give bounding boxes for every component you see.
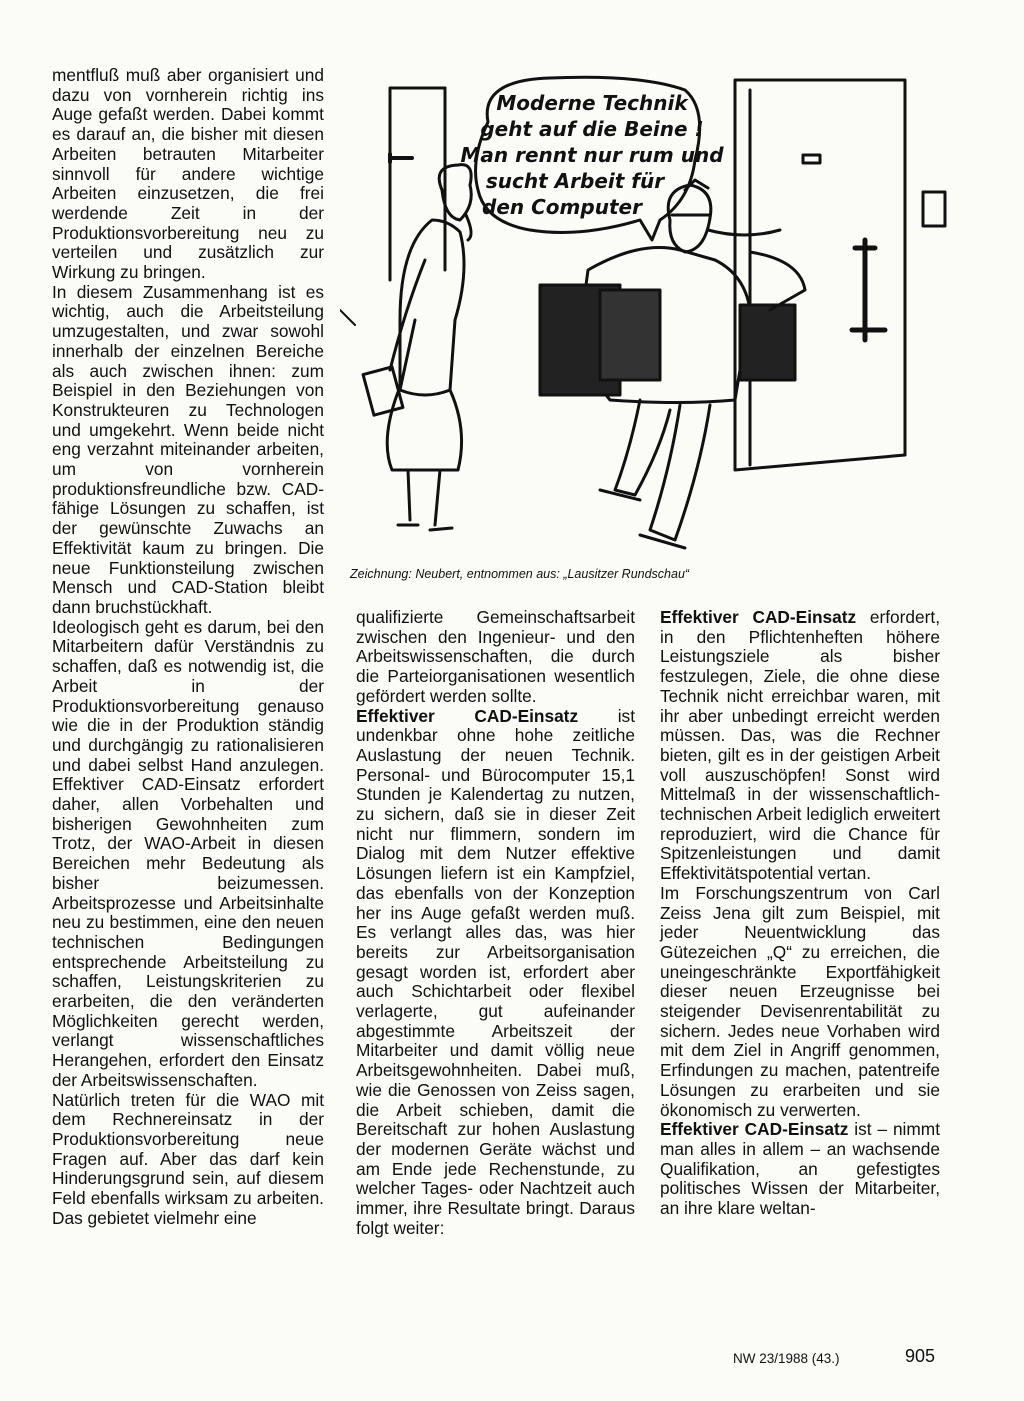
right-door-sign	[803, 155, 820, 163]
speech-line: Man rennt nur rum und	[460, 143, 724, 167]
paragraph: Ideologisch geht es darum, bei den Mitarbeitern dafür Verständnis zu schaffen, daß es notwendig ist, die Arbeit in der Produktionsvorbereitung genauso wie die in der Produktion ständig und durchgängig zu rationalisieren und dabei selbst Hand anzulegen. Effektiver CAD-Einsatz erfordert daher, allen Vorbehalten und bisherigen Gewohnheiten zum Trotz, der WAO-Arbeit in diesen Bereichen mehr Bedeutung als bisher beizumessen. Arbeitsprozesse und Arbeitsinhalte neu zu bestimmen, eine den neuen technischen Bedingungen entsprechende Arbeitsteilung zu schaffen, Leistungskriterien zu erarbeiten, die den veränderten Möglichkeiten gerecht werden, verlangt wissenschaftliches Herangehen, erfordert den Einsatz der Arbeitswissenschaften.	[52, 616, 324, 1090]
paragraph	[356, 707, 635, 1239]
paragraph: Im Forschungszentrum von Carl Zeiss Jena gilt zum Beispiel, mit jeder Neuentwicklung das Gütezeichen „Q“ zu erreichen, die uneingeschränkte Exportfähigkeit dieser neuen Erzeugnisse bei steigender Devisenrentabilität zu sichern. Jedes neue Vorhaben wird mit dem Ziel in Angriff genommen, Erfindungen zu machen, patentreife Lösungen zu erarbeiten und sie ökonomisch zu verwerten.	[660, 882, 940, 1120]
bold-lead: Effektiver CAD-Einsatz	[356, 705, 579, 726]
paragraph	[660, 608, 940, 884]
cartoon-illustration	[340, 70, 950, 570]
paragraph: In diesem Zusammenhang ist es wichtig, auch die Arbeitsteilung umzugestalten, und zwar sowohl innerhalb der einzelnen Bereiche als auch zwischen ihnen: zum Beispiel in den Beziehungen von Konstrukteuren zu Technologen und umgekehrt. Wenn beide nicht eng verzahnt miteinander arbeiten, um von vornherein produktionsfreundliche bzw. CAD-fähige Lösungen zu schaffen, ist der gewünschte Zuwachs an Effektivität kaum zu bringen. Die neue Funktionsteilung zwischen Mensch und CAD-Station bleibt dann bruchstückhaft.	[52, 281, 324, 617]
paragraph: qualifizierte Gemeinschaftsarbeit zwischen den Ingenieur- und den Arbeitswissenschaften, die durch die Parteiorganisationen wesentlich gefördert werden sollte.	[356, 607, 635, 706]
right-door-frame	[735, 80, 905, 470]
speech-line: sucht Arbeit für	[485, 169, 665, 193]
left-door-handle	[390, 154, 412, 162]
page-number: 905	[905, 1346, 936, 1366]
speech-text	[460, 91, 724, 219]
light-switch	[923, 192, 945, 226]
text-column-2	[356, 608, 635, 1239]
left-door-frame	[390, 88, 445, 100]
bold-lead: Effektiver CAD-Einsatz	[660, 1119, 849, 1140]
text-column-1	[52, 66, 324, 1228]
paragraph: Natürlich treten für die WAO mit dem Rechnereinsatz in der Produktionsvorbereitung neue Fragen auf. Aber das darf kein Hinderungsgrund sein, auf diesem Feld ebenfalls wirksam zu arbeiten. Das gebietet vielmehr eine	[52, 1089, 324, 1228]
paragraph-text: ist undenkbar ohne hohe zeitliche Auslastung der neuen Technik. Personal- und Bürocomputer 15,1 Stunden je Kalendertag zu nutzen, zu sichern, daß sie in dieser Zeit nicht nur flimmern, sondern im Dialog mit dem Nutzer effektive Lösungen liefern ist ein Kampfziel, das ebenfalls von der Konzeption her ins Auge gefaßt werden muß. Es verlangt alles das, was hier bereits zur Arbeitsorganisation gesagt worden ist, erfordert aber auch Schichtarbeit oder flexibel verlagerte, gut aufeinander abgestimmte Arbeitszeit der Mitarbeiter und damit völlig neue Arbeitsgewohnheiten. Dabei muß, wie die Genossen von Zeiss sagen, die Arbeit schieben, damit die Bereitschaft zur hohen Auslastung der modernen Geräte wächst und am Ende jede Rechenstunde, zu welcher Tages- oder Nachtzeit auch immer, ihre Resultate bringt. Daraus folgt weiter:	[356, 705, 635, 1238]
paragraph-text: erfordert, in den Pflichtenheften höhere Leistungsziele als bisher festzulegen, Ziele, die ohne diese Technik nicht erreichbar waren, mit ihr aber unbedingt erreicht werden müssen. Das, was die Rechner bieten, gilt es in der geistigen Arbeit voll auszuschöpfen! Sonst wird Mittelmaß in der wissenschaftlich-technischen Arbeit lediglich erweitert reproduziert, wird die Chance für Spitzenleistungen und damit Effektivitätspotential vertan.	[660, 607, 940, 884]
paragraph	[660, 1120, 940, 1219]
figure-caption: Zeichnung: Neubert, entnommen aus: „Lausitzer Rundschau“	[350, 567, 690, 581]
speech-line: Moderne Technik	[496, 91, 688, 115]
issue-number: NW 23/1988 (43.)	[733, 1351, 840, 1366]
bold-lead: Effektiver CAD-Einsatz	[660, 607, 857, 627]
speech-line: den Computer	[482, 195, 642, 219]
woman-figure	[363, 165, 471, 530]
man-figure	[540, 180, 805, 548]
paragraph: mentfluß muß aber organisiert und dazu von vornherein richtig ins Auge gefaßt werden. Dabei kommt es darauf an, die bisher mit diesen Arbeiten betrauten Mitarbeiter sinnvoll für andere wichtige Arbeiten einzusetzen, die frei werdende Zeit in der Produktionsvorbereitung neu zu verteilen und zusätzlich zur Wirkung zu bringen.	[52, 65, 324, 283]
paragraph-text: ist – nimmt man alles in allem – an wachsende Qualifikation, an gefestigtes politisches Wissen der Mitarbeiter, an ihre klare weltan-	[660, 1119, 940, 1219]
right-door-handle	[852, 240, 885, 340]
text-column-3	[660, 608, 940, 1219]
speech-line: geht auf die Beine !	[480, 117, 704, 141]
